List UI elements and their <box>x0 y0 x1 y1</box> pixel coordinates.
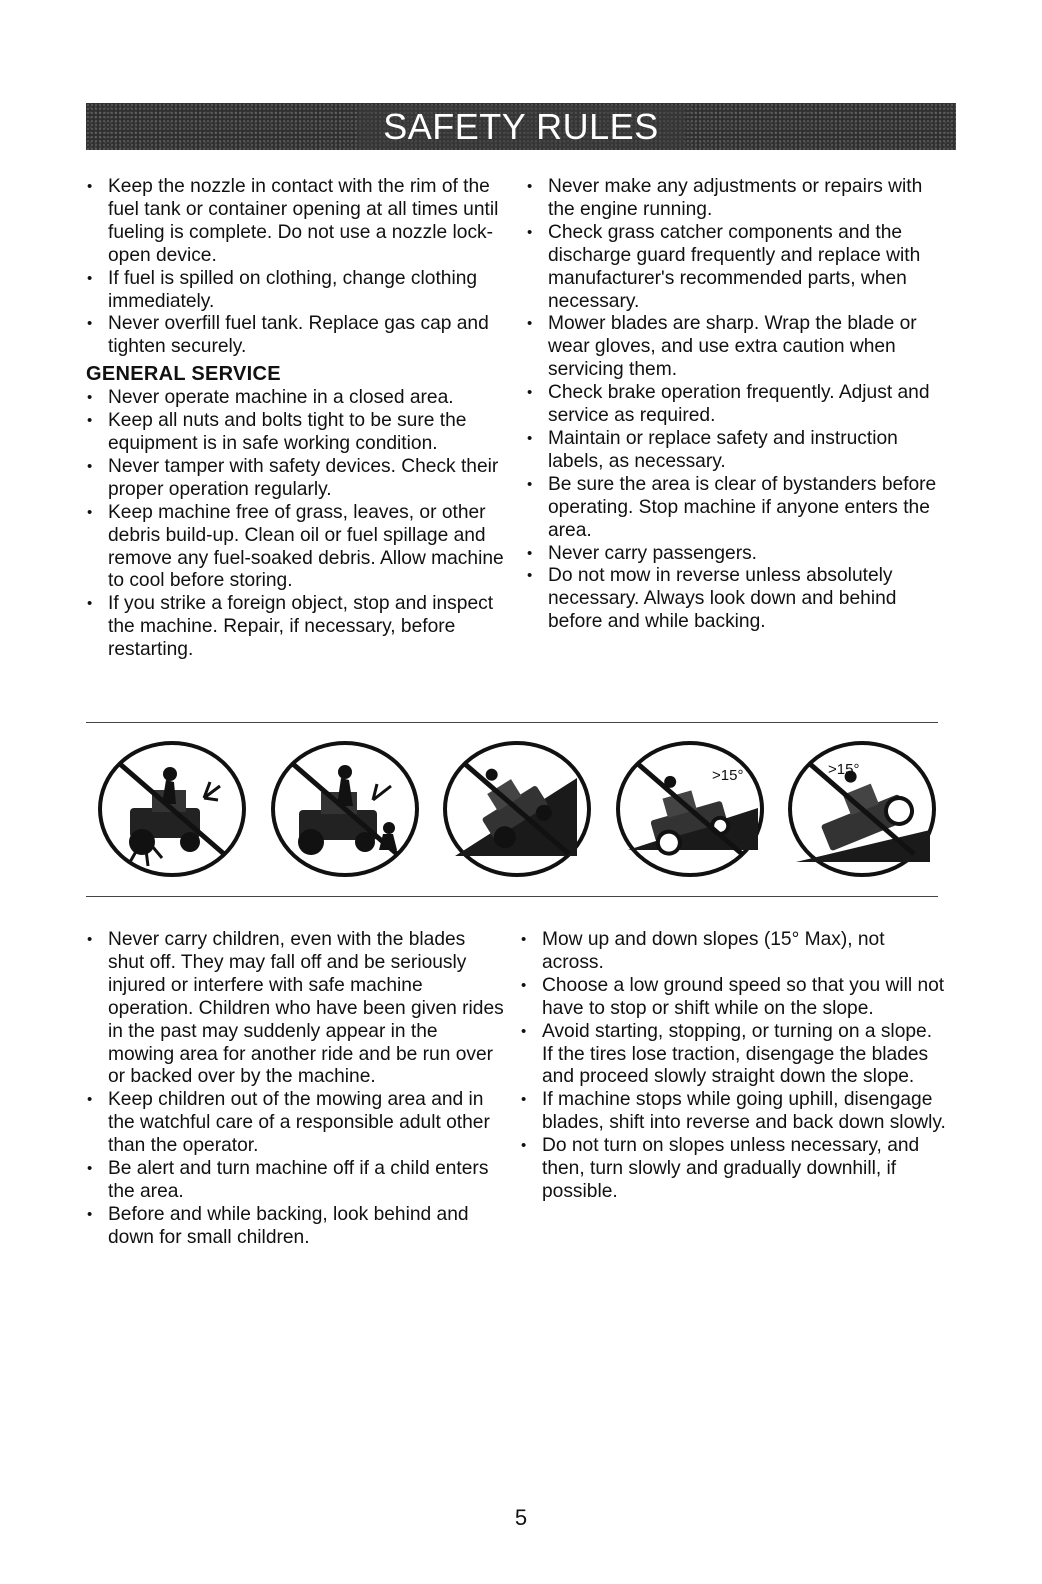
upper-right-column <box>526 176 946 634</box>
list-item: • Never tamper with safety devices. Check their proper operation regularly. <box>86 456 506 502</box>
no-mowing-across-slope-icon <box>782 738 942 880</box>
no-children-near-mower-icon <box>265 738 425 880</box>
divider-top <box>86 722 938 723</box>
lower-right-column <box>520 929 946 1204</box>
list-item: • Never overfill fuel tank. Replace gas cap and tighten securely. <box>86 313 506 359</box>
fueling-list <box>86 176 506 359</box>
list-item: • Keep all nuts and bolts tight to be sure the equipment is in safe working condition. <box>86 410 506 456</box>
slope-over-15-degrees-warning-icon <box>610 738 770 880</box>
list-item: • Do not turn on slopes unless necessary, and then, turn slowly and gradually downhill, if possible. <box>520 1135 946 1204</box>
no-child-behind-mower-icon <box>92 738 252 880</box>
slope-safety-list <box>520 929 946 1204</box>
page-title: SAFETY RULES <box>357 105 684 149</box>
list-item: • If you strike a foreign object, stop and inspect the machine. Repair, if necessary, before restarting. <box>86 593 506 662</box>
section-banner <box>86 103 956 150</box>
list-item: • Never make any adjustments or repairs with the engine running. <box>526 176 946 222</box>
no-steep-slope-uphill-icon <box>437 738 597 880</box>
list-item: • If fuel is spilled on clothing, change clothing immediately. <box>86 268 506 314</box>
list-item: • Avoid starting, stopping, or turning on a slope. If the tires lose traction, disengage the blades and proceed slowly straight down the slope. <box>520 1021 946 1090</box>
list-item: • Choose a low ground speed so that you will not have to stop or shift while on the slope. <box>520 975 946 1021</box>
list-item: • Keep machine free of grass, leaves, or other debris build-up. Clean oil or fuel spillage and remove any fuel-soaked debris. Allow machine to cool before storing. <box>86 502 506 594</box>
slope-angle-label: >15° <box>711 767 743 784</box>
list-item: • Do not mow in reverse unless absolutely necessary. Always look down and behind before and while backing. <box>526 565 946 634</box>
list-item: • Mower blades are sharp. Wrap the blade or wear gloves, and use extra caution when servicing them. <box>526 313 946 382</box>
list-item: • Before and while backing, look behind and down for small children. <box>86 1204 506 1250</box>
slope-angle-label: >15° <box>828 761 860 778</box>
maintenance-list <box>526 176 946 634</box>
children-safety-list <box>86 929 506 1250</box>
list-item: • Keep the nozzle in contact with the rim of the fuel tank or container opening at all times until fueling is complete. Do not use a nozzle lock-open device. <box>86 176 506 268</box>
general-service-heading: GENERAL SERVICE <box>86 363 281 386</box>
divider-bottom <box>86 896 938 897</box>
list-item: • Check brake operation frequently. Adjust and service as required. <box>526 382 946 428</box>
list-item: • Be alert and turn machine off if a child enters the area. <box>86 1158 506 1204</box>
page-number: 5 <box>514 1505 528 1530</box>
list-item: • Mow up and down slopes (15° Max), not across. <box>520 929 946 975</box>
list-item: • Be sure the area is clear of bystanders before operating. Stop machine if anyone enters the area. <box>526 474 946 543</box>
list-item: • If machine stops while going uphill, disengage blades, shift into reverse and back down slowly. <box>520 1089 946 1135</box>
lower-left-column <box>86 929 506 1250</box>
list-item: • Check grass catcher components and the discharge guard frequently and replace with manufacturer's recommended parts, when necessary. <box>526 222 946 314</box>
list-item: • Never carry children, even with the blades shut off. They may fall off and be seriously injured or interfere with safe machine operation. Children who have been given rides in the past may suddenly appear in the mowing area for another ride and be run over or backed over by the machine. <box>86 929 506 1089</box>
list-item: • Maintain or replace safety and instruction labels, as necessary. <box>526 428 946 474</box>
upper-left-column <box>86 176 506 662</box>
list-item: • Keep children out of the mowing area and in the watchful care of a responsible adult other than the operator. <box>86 1089 506 1158</box>
list-item: • Never carry passengers. <box>526 543 946 566</box>
general-service-list <box>86 387 506 662</box>
list-item: • Never operate machine in a closed area. <box>86 387 506 410</box>
safety-illustrations <box>92 738 942 880</box>
